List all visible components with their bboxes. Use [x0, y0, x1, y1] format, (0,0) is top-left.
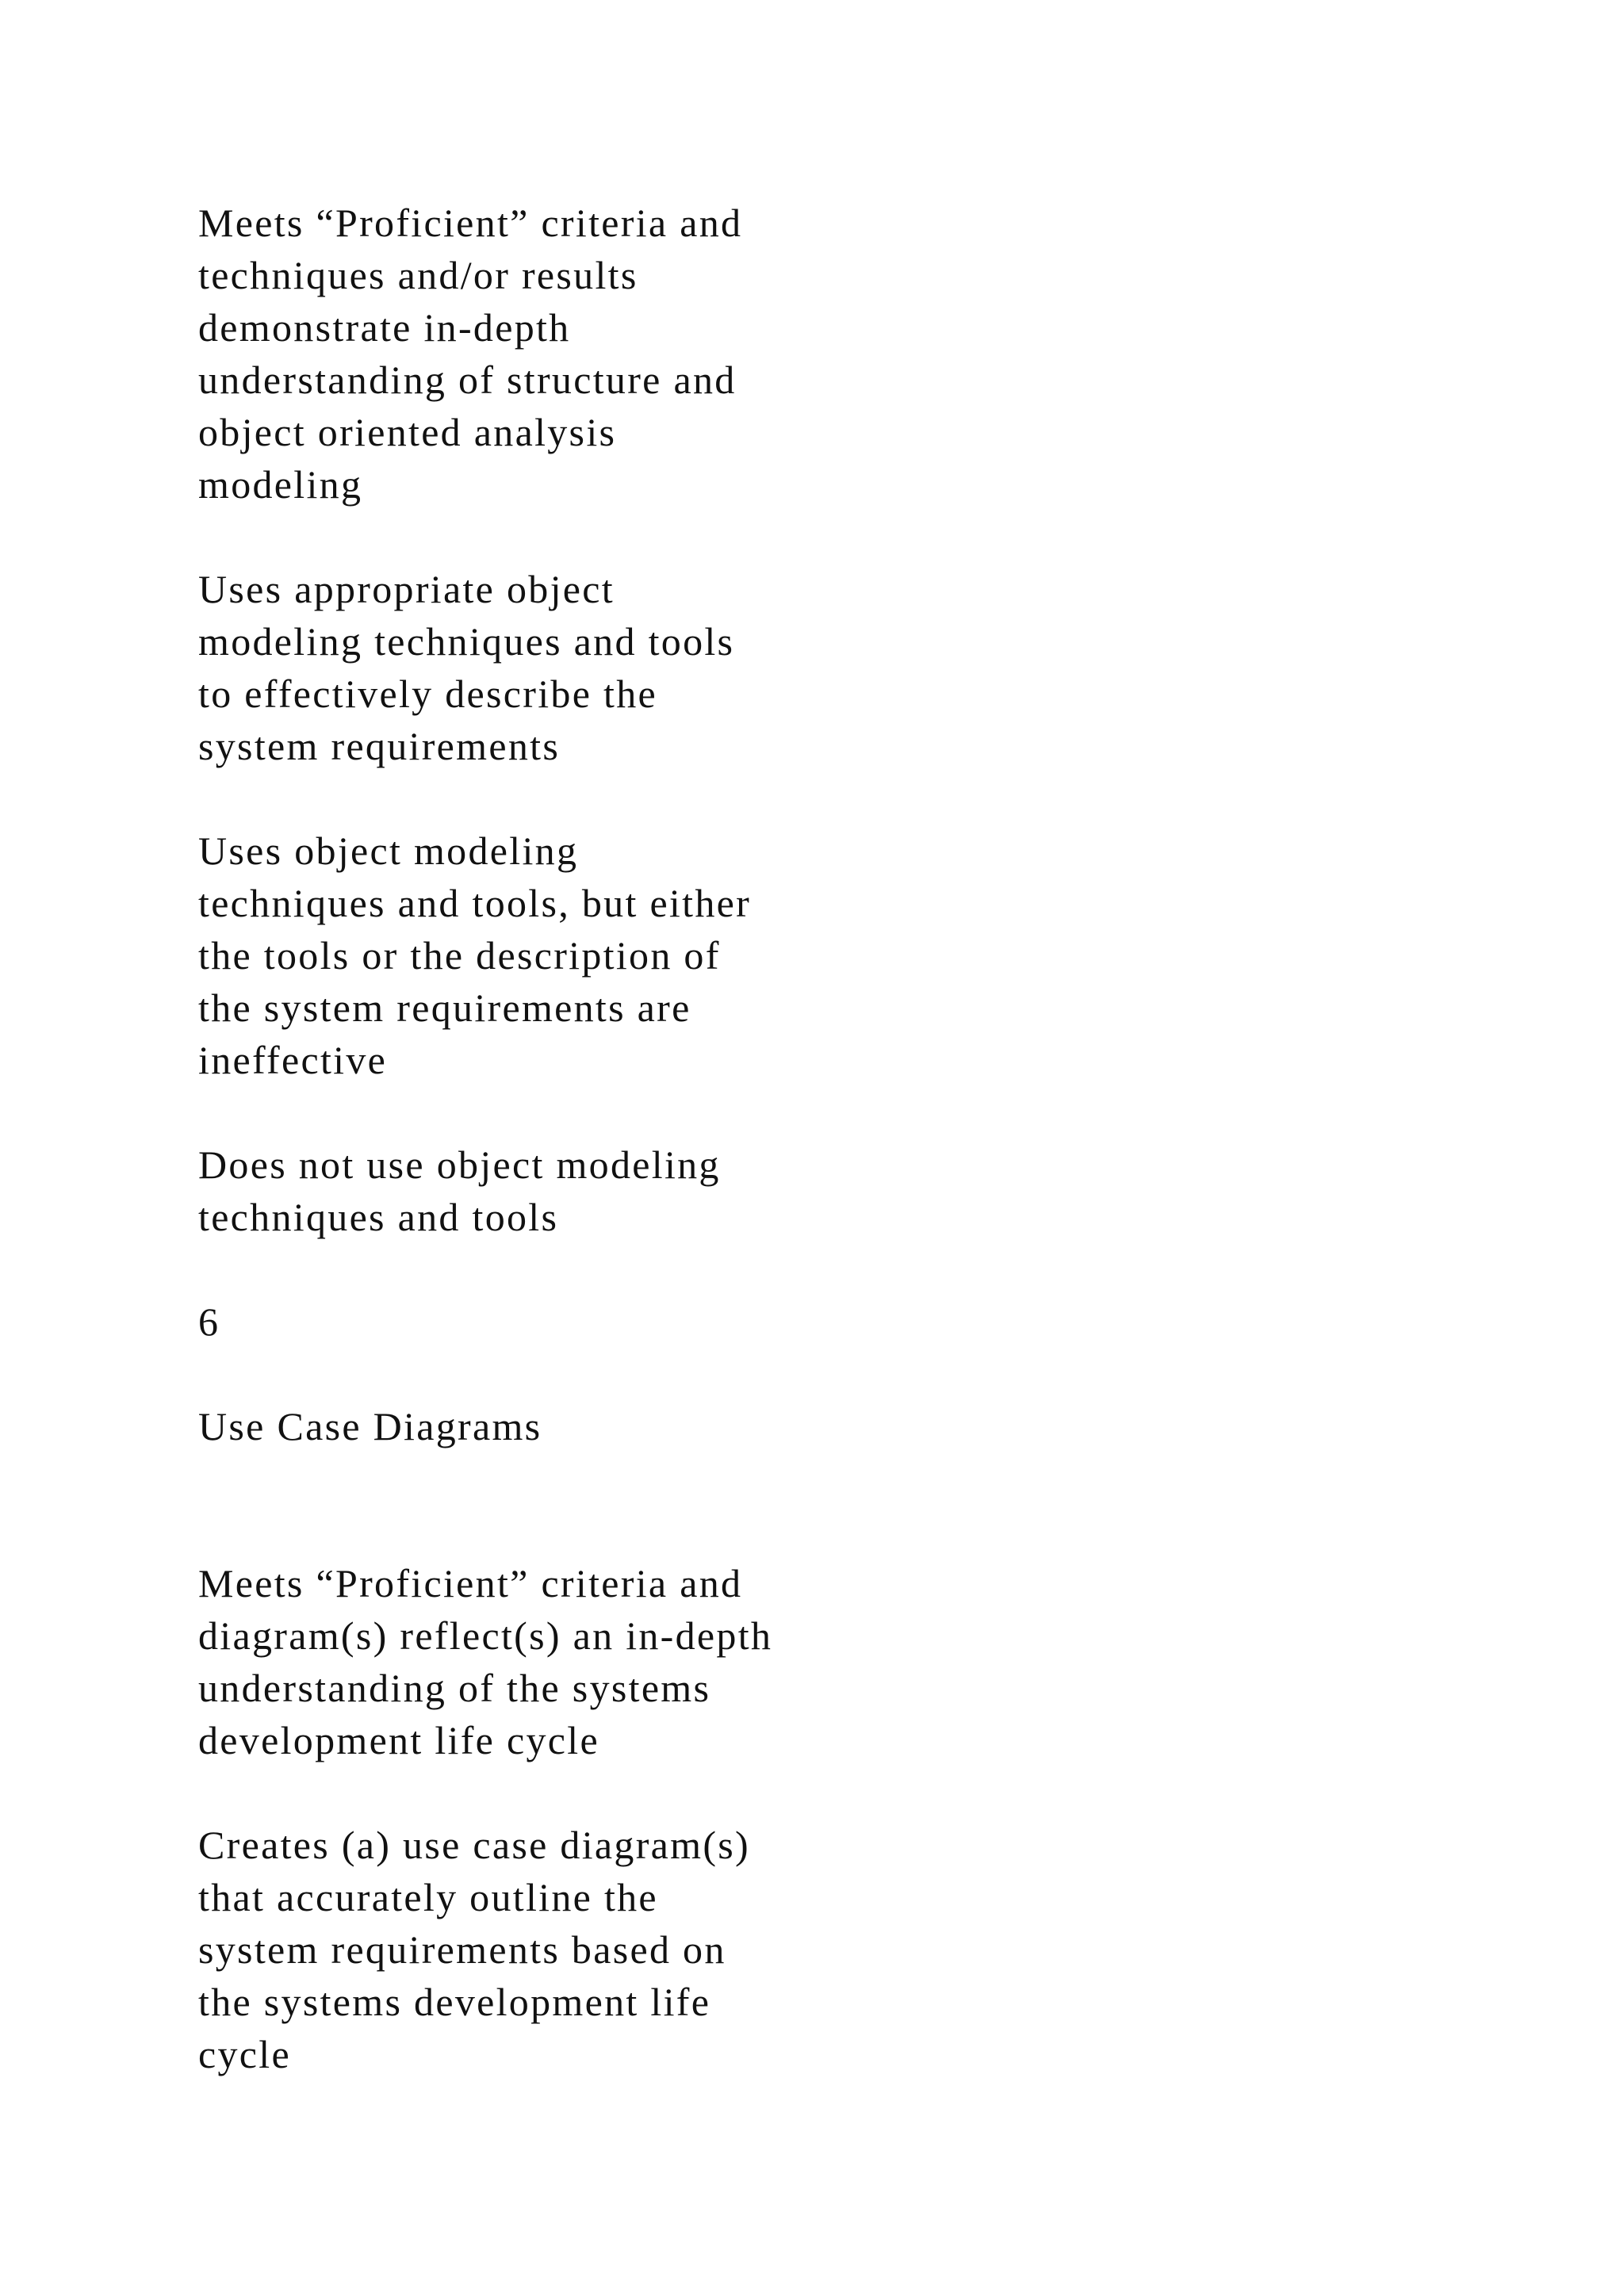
criterion-number: 6	[198, 1299, 220, 1344]
paragraph-exemplary-modeling: Meets “Proficient” criteria and techniques and/or results demonstrate in-depth understanding of structure and object oriented analysis modeling	[198, 201, 743, 507]
paragraph-exemplary-use-case: Meets “Proficient” criteria and diagram(s) reflect(s) an in-depth understanding of the systems development life cycle	[198, 1561, 773, 1762]
rubric-text-column	[198, 197, 912, 2133]
paragraph-proficient-modeling: Uses appropriate object modeling techniques and tools to effectively describe the system requirements	[198, 567, 735, 768]
criterion-title: Use Case Diagrams	[198, 1404, 542, 1448]
paragraph-needs-improvement-modeling: Uses object modeling techniques and tools, but either the tools or the description of the system requirements are ineffective	[198, 828, 752, 1082]
paragraph-not-evident-modeling: Does not use object modeling techniques and tools	[198, 1142, 721, 1239]
paragraph-proficient-use-case: Creates (a) use case diagram(s) that accurately outline the system requirements based on the systems development life cycle	[198, 1823, 750, 2076]
